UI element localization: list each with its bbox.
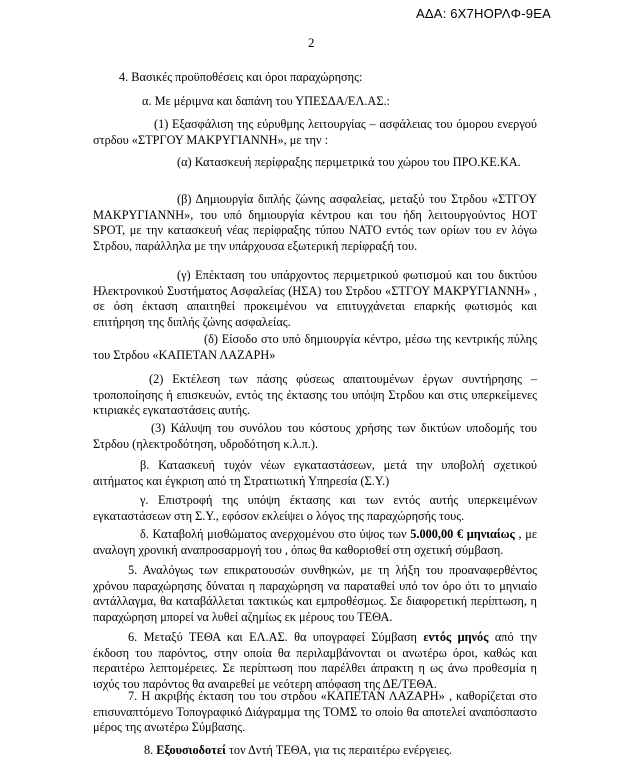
para-4b [93, 458, 537, 489]
paragraph-text: 7. Η ακριβής έκταση του του στρδου «ΚΑΠΕΤΑΝ ΛΑΖΑΡΗ» , καθορίζεται στο επισυναπτόμενο Τοπογραφικό Διάγραμμα της ΤΟΜΣ το οποίο θα αποτελεί αναπόσπαστο μέρος της ανωτέρω Σύμβασης. [93, 689, 537, 734]
paragraph-text: (γ) Επέκταση του υπάρχοντος περιμετρικού φωτισμού και του δικτύου Ηλεκτρονικού Συστήματος Ασφαλείας (ΗΣΑ) του Στρδου «ΣΤΓΟΥ ΜΑΚΡΥΓΙΑΝΝΗ» , σε όση έκταση απαιτηθεί προκειμένου να επιτυγχάνεται επαρκής φωτισμός και επιτήρηση της διπλής ζώνης ασφαλείας. [93, 268, 537, 329]
para-5 [93, 563, 537, 625]
paragraph-text: (3) Κάλυψη του συνόλου του κόστους χρήσης των δικτύων υποδομής του Στρδου (ηλεκτροδότηση, υδροδότηση κ.λ.π.). [93, 421, 537, 451]
para-4a3 [93, 421, 537, 452]
page-number: 2 [308, 35, 315, 50]
paragraph-text: (α) Κατασκευή περίφραξης περιμετρικά του χώρου του ΠΡΟ.ΚΕ.ΚΑ. [177, 155, 521, 169]
paragraph-text: δ. Καταβολή μισθώματος ανερχομένου στο ύψος των [140, 527, 411, 541]
para-4c [93, 493, 537, 524]
para-4 [93, 70, 537, 86]
paragraph-text: από την έκδοση του παρόντος, στην οποία θα περιλαμβάνονται οι ανωτέρω όροι, καθώς και περαιτέρω λεπτομέρειες. Σε περίπτωση που παρέλθει άπρακτη η ως άνω προθεσμία η ισχύς του παρόντος θα αναιρεθεί με νεότερη απόφαση της ΔΕ/ΤΕΘΑ. [93, 630, 537, 691]
para-8 [93, 743, 537, 759]
paragraph-text: , με αναλογη χρονική αναπροσαρμογή του , όπως θα καθορισθεί στη σχετική σύμβαση. [93, 527, 538, 557]
para-4d [93, 527, 537, 558]
para-7 [93, 689, 537, 736]
paragraph-text: (2) Εκτέλεση των πάσης φύσεως απαιτουμένων έργων συντήρησης – τροποποίησης ή επισκευών, εντός της έκτασης του υπόψη Στρδου και στις υπερκείμενες κτιριακές εγκαταστάσεις αυτής. [93, 372, 537, 417]
para-4a1-delta [93, 332, 537, 363]
bold-text: Εξουσιοδοτεί [156, 743, 226, 757]
bold-text: εντός μηνός [423, 630, 489, 644]
ada-code: ΑΔΑ: 6Χ7ΗΟΡΛΦ-9ΕΑ [416, 6, 551, 21]
para-4a1-beta [93, 192, 537, 254]
para-4a1-gamma [93, 268, 537, 330]
paragraph-text: (β) Δημιουργία διπλής ζώνης ασφαλείας, μεταξύ του Στρδου «ΣΤΓΟΥ ΜΑΚΡΥΓΙΑΝΝΗ», του υπό δημιουργία κέντρου και του ήδη λειτουργούντος HOT SPOT, με την κατασκευή νέας περίφραξης τύπου ΝΑΤΟ εντός των ορίων του εν λόγω Στρδου, παράλληλα με την υπάρχουσα εξωτερική περίφραξή του. [93, 192, 537, 253]
para-4a2 [93, 372, 537, 419]
paragraph-text: (1) Εξασφάλιση της εύρυθμης λειτουργίας – ασφάλειας του όμορου ενεργού στρδου «ΣΤΡΓΟΥ ΜΑΚΡΥΓΙΑΝΝΗ», με την : [93, 117, 537, 147]
paragraph-text: α. Με μέριμνα και δαπάνη του ΥΠΕΣΔΑ/ΕΛ.ΑΣ.: [142, 94, 390, 108]
paragraph-text: 6. Μεταξύ ΤΕΘΑ και ΕΛ.ΑΣ. θα υπογραφεί Σύμβαση [128, 630, 424, 644]
para-4a [93, 94, 537, 110]
paragraph-text: τον Δντή ΤΕΘΑ, για τις περαιτέρω ενέργειες. [225, 743, 453, 757]
paragraph-text: 8. [144, 743, 157, 757]
paragraph-text: β. Κατασκευή τυχόν νέων εγκαταστάσεων, μετά την υποβολή σχετικού αιτήματος και έγκριση από τη Στρατιωτική Υπηρεσία (Σ.Υ.) [93, 458, 537, 488]
para-4a1-alpha [93, 155, 537, 171]
paragraph-text: (δ) Είσοδο στο υπό δημιουργία κέντρο, μέσω της κεντρικής πύλης του Στρδου «ΚΑΠΕΤΑΝ ΛΑΖΑΡΗ» [93, 332, 537, 362]
para-4a1 [93, 117, 537, 148]
para-6 [93, 630, 537, 692]
paragraph-text: γ. Επιστροφή της υπόψη έκτασης και των εντός αυτής υπερκειμένων εγκαταστάσεων στη Σ.Υ., εφόσον εκλείψει ο λόγος της παραχώρησής τους. [93, 493, 537, 523]
paragraph-text: 4. Βασικές προϋποθέσεις και όροι παραχώρησης: [119, 70, 363, 84]
bold-text: 5.000,00 € μηνιαίως [410, 527, 515, 541]
paragraph-text: 5. Αναλόγως των επικρατουσών συνθηκών, με τη λήξη του προαναφερθέντος χρόνου παραχώρησης δύναται η παραχώρηση να παραταθεί υπό τον όρο ότι το μηνιαίο αντάλλαγμα, θα καταβάλλεται τακτικώς και εμπροθέσμως. Σε διαφορετική περίπτωση, η παραχώρηση μπορεί να λυθεί αζημίως εκ μέρους του ΤΕΘΑ. [93, 563, 537, 624]
